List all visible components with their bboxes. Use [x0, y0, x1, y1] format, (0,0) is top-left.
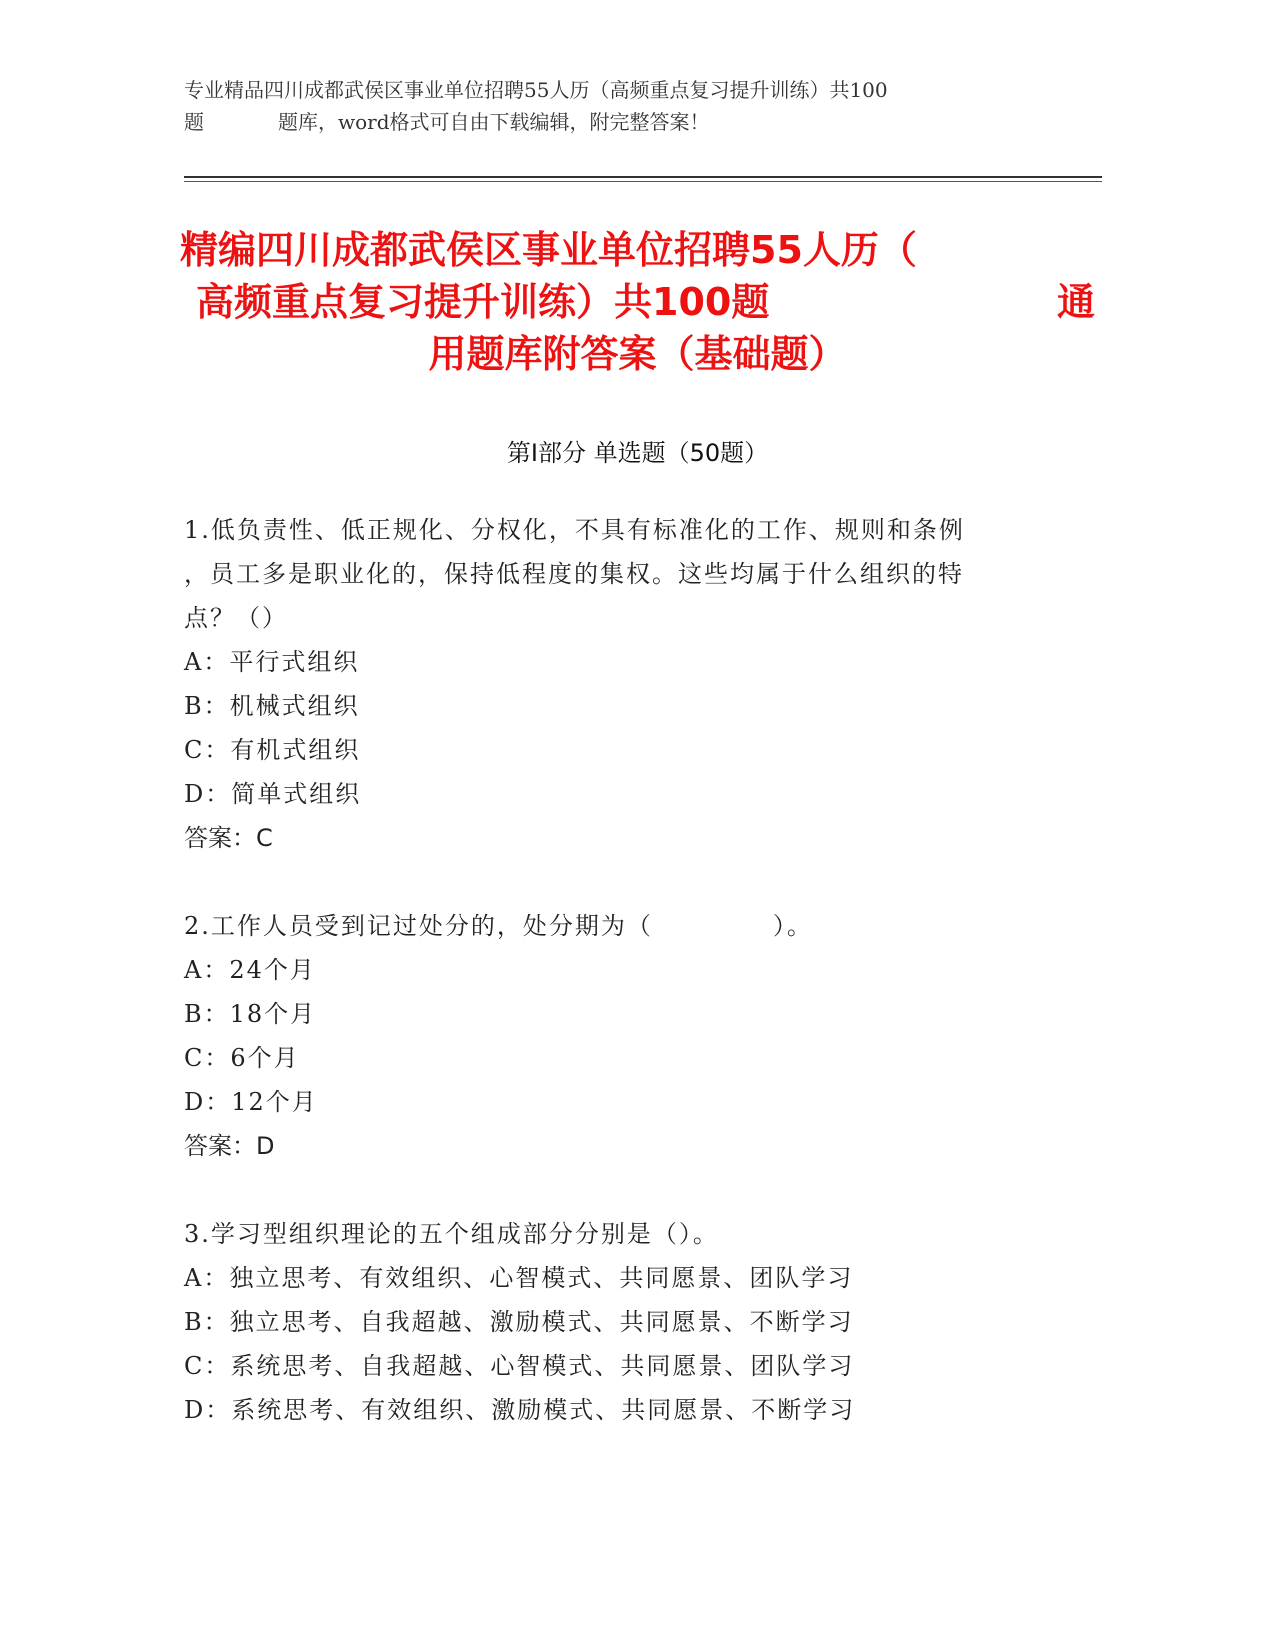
option-b: B：18个月 — [184, 1000, 317, 1028]
question-stem-line: 点？（） — [184, 604, 288, 632]
header-line-2-end: 题库，word格式可自由下载编辑，附完整答案！ — [278, 110, 710, 134]
question-stem-line: ，员工多是职业化的，保持低程度的集权。这些均属于什么组织的特 — [184, 560, 964, 588]
question-stem-line: 1.低负责性、低正规化、分权化，不具有标准化的工作、规则和条例 — [184, 516, 965, 544]
title-line-2-start: 高频重点复习提升训练）共100题 — [196, 280, 770, 324]
option-a: A：独立思考、有效组织、心智模式、共同愿景、团队学习 — [184, 1264, 854, 1292]
option-d: D：12个月 — [184, 1088, 318, 1116]
title-line-2 — [180, 276, 1095, 328]
question-list — [184, 508, 1064, 1432]
header-line-2 — [184, 106, 1064, 138]
title-line-1: 精编四川成都武侯区事业单位招聘55人历（ — [180, 228, 917, 272]
question-1 — [184, 508, 1064, 860]
page-header — [184, 74, 1064, 138]
option-c: C：有机式组织 — [184, 736, 361, 764]
option-a: A：平行式组织 — [184, 648, 360, 676]
question-3 — [184, 1212, 1064, 1432]
header-divider-thick — [184, 176, 1102, 178]
title-line-3: 用题库附答案（基础题） — [428, 332, 847, 376]
header-line-1: 专业精品四川成都武侯区事业单位招聘55人历（高频重点复习提升训练）共100 — [184, 78, 888, 102]
header-divider-thin — [184, 181, 1102, 182]
option-b: B：独立思考、自我超越、激励模式、共同愿景、不断学习 — [184, 1308, 854, 1336]
option-d: D：系统思考、有效组织、激励模式、共同愿景、不断学习 — [184, 1396, 856, 1424]
option-c: C：系统思考、自我超越、心智模式、共同愿景、团队学习 — [184, 1352, 855, 1380]
question-stem-start: 2.工作人员受到记过处分的，处分期为（ — [184, 912, 653, 940]
question-stem: 3.学习型组织理论的五个组成部分分别是（）。 — [184, 1220, 719, 1248]
question-stem-end: ）。 — [772, 912, 813, 940]
option-d: D：简单式组织 — [184, 780, 362, 808]
option-b: B：机械式组织 — [184, 692, 360, 720]
answer: 答案：D — [184, 1132, 275, 1160]
answer: 答案：C — [184, 824, 273, 852]
question-spacer — [184, 1168, 1064, 1212]
option-a: A：24个月 — [184, 956, 316, 984]
document-title — [180, 224, 1095, 380]
section-title: 第Ⅰ部分 单选题（50题） — [506, 439, 769, 467]
question-spacer — [184, 860, 1064, 904]
question-stem — [184, 904, 1064, 948]
title-line-2-end: 通 — [1056, 280, 1095, 324]
header-line-2-start: 题 — [184, 110, 204, 134]
option-c: C：6个月 — [184, 1044, 300, 1072]
question-2 — [184, 904, 1064, 1168]
